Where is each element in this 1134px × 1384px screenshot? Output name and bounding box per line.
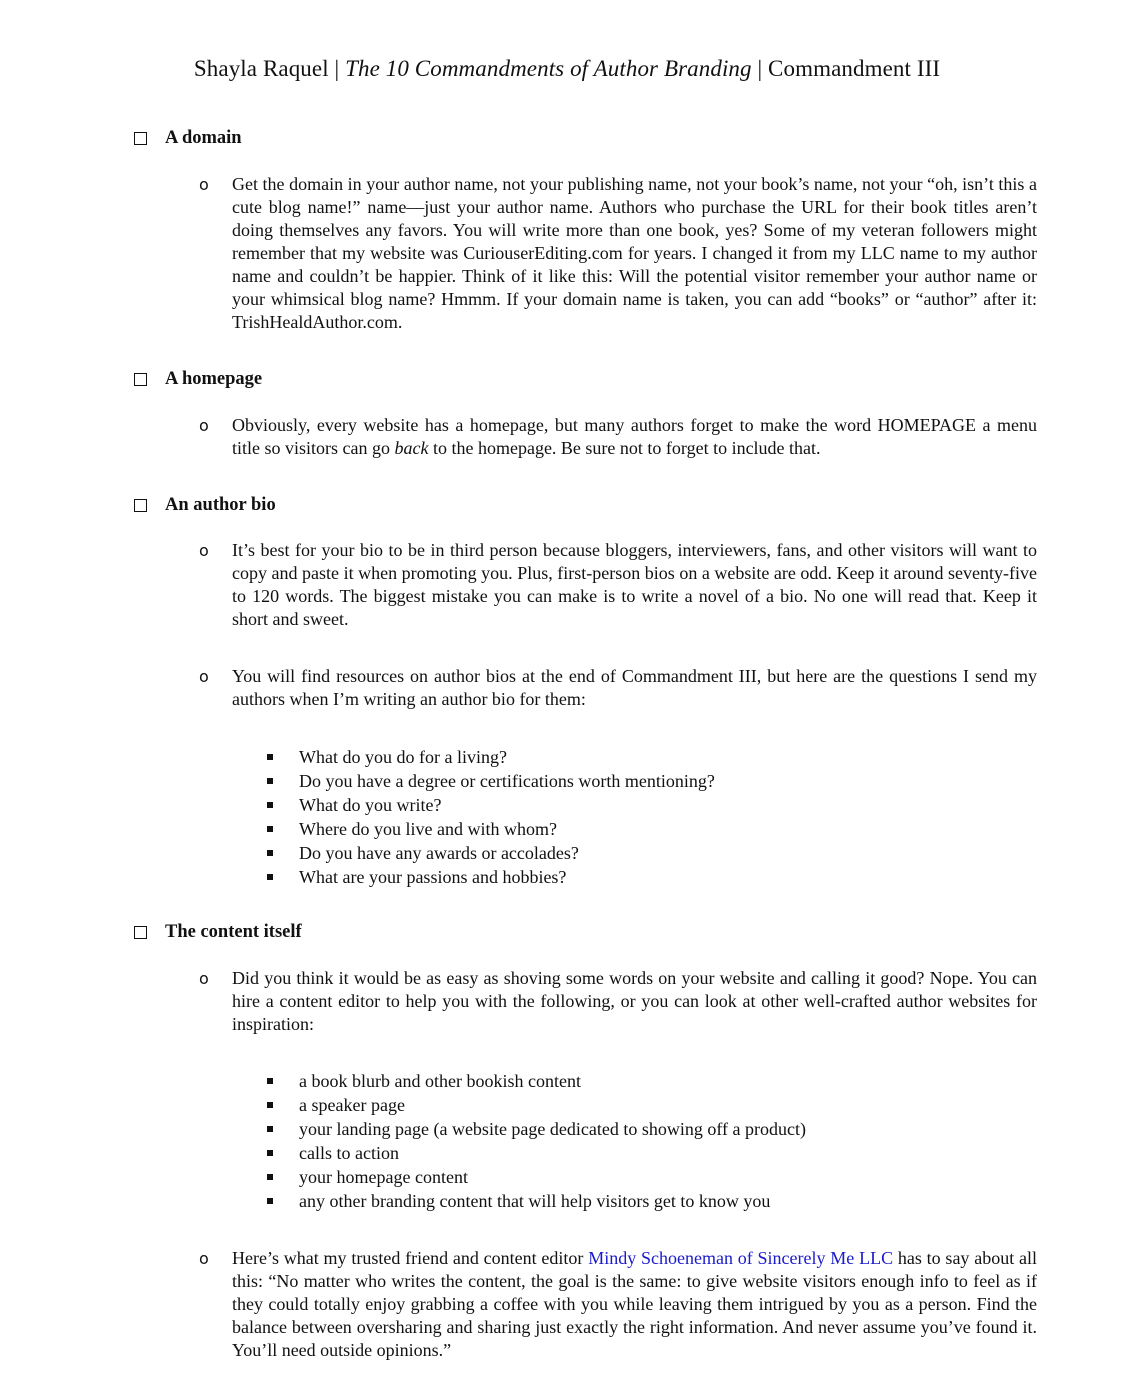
circle-bullet-icon: o [199,1249,209,1268]
circle-bullet-icon: o [199,969,209,988]
square-bullet-icon [267,1150,273,1156]
list-item: What are your passions and hobbies? [299,865,715,889]
list-item [199,967,1037,1036]
section-title: An author bio [165,495,276,515]
circle-bullet-icon: o [199,416,209,435]
header-chapter: | Commandment III [757,56,941,81]
page-header [0,56,1134,82]
circle-bullet-icon: o [199,667,209,686]
square-bullet-icon [267,1126,273,1132]
paragraph-text: Get the domain in your author name, not your publishing name, not your book’s name, not your “oh, isn’t this a cute blog name!” name—just your author name. Authors who purchase the URL for their book titles aren’t doing themselves any favors. You will write more than one book, yes? Some of my veteran followers might remember that my website was CuriouserEditing.com for years. I changed it from my LLC name to my author name and couldn’t be happier. Think of it like this: Will the potential visitor remember your author name or your whimsical blog name? Hmmm. If your domain name is taken, you can add “books” or “author” after it: TrishHealdAuthor.com. [232,174,1037,332]
section-title: A homepage [165,369,263,389]
square-bullet-icon [267,850,273,856]
circle-bullet-icon: o [199,175,209,194]
square-bullet-icon [267,1078,273,1084]
paragraph-text: You will find resources on author bios at the end of Commandment III, but here are the questions I send my authors when I’m writing an author bio for them: [232,666,1037,709]
list-item: Do you have any awards or accolades? [299,841,715,865]
paragraph-text: Did you think it would be as easy as shoving some words on your website and calling it good? Nope. You can hire a content editor to help you with the following, or you can look at other well-crafted author websites for inspiration: [232,968,1037,1034]
section-title: The content itself [165,922,302,942]
section-heading-content [134,922,302,943]
square-bullet-icon [267,1102,273,1108]
list-item: a speaker page [299,1093,806,1117]
list-item: What do you write? [299,793,715,817]
list-item: your homepage content [299,1165,806,1189]
circle-bullet-icon: o [199,541,209,560]
header-book-title: The 10 Commandments of Author Branding [345,56,752,81]
paragraph-text: It’s best for your bio to be in third person because bloggers, interviewers, fans, and other visitors will want to copy and paste it when promoting you. Plus, first-person bios on a website are odd. Keep it around seventy-five to 120 words. The biggest mistake you can make is to write a novel of a bio. No one will read that. Keep it short and sweet. [232,540,1037,629]
list-item [199,665,1037,711]
list-item [199,539,1037,631]
questions-list [299,745,715,889]
section-heading-homepage [134,369,262,390]
square-bullet-icon [267,1174,273,1180]
list-item: Where do you live and with whom? [299,817,715,841]
square-bullet-icon [267,826,273,832]
emphasis-text: back [394,438,429,458]
checkbox-icon [134,499,147,512]
paragraph-text: has to say about all this: “No matter who writes the content, the goal is the same: to give website visitors enough info to feel as if they could totally enjoy grabbing a coffee with you while leaving them intrigued by you as a person. Find the balance between oversharing and sharing just exactly the right information. And never assume you’ve found it. You’ll need outside opinions.” [232,1248,1037,1360]
list-item: your landing page (a website page dedicated to showing off a product) [299,1117,806,1141]
list-item [199,173,1037,334]
checkbox-icon [134,132,147,145]
checkbox-icon [134,373,147,386]
square-bullet-icon [267,754,273,760]
paragraph-text: Obviously, every website has a homepage, but many authors forget to make the word HOMEPAGE a menu title so visitors can go [232,415,1037,458]
paragraph-text: to the homepage. Be sure not to forget to include that. [428,438,821,458]
square-bullet-icon [267,778,273,784]
square-bullet-icon [267,874,273,880]
list-item: any other branding content that will help visitors get to know you [299,1189,806,1213]
header-author: Shayla Raquel | [193,56,340,81]
list-item: Do you have a degree or certifications worth mentioning? [299,769,715,793]
paragraph-text: Here’s what my trusted friend and content editor [232,1248,589,1268]
section-heading-author-bio [134,495,276,516]
checkbox-icon [134,926,147,939]
list-item [199,1247,1037,1362]
section-title: A domain [165,128,242,148]
list-item: calls to action [299,1141,806,1165]
list-item: a book blurb and other bookish content [299,1069,806,1093]
square-bullet-icon [267,1198,273,1204]
sincerely-me-link[interactable]: Mindy Schoeneman of Sincerely Me LLC [588,1248,894,1268]
list-item [199,414,1037,460]
section-heading-domain [134,128,242,149]
square-bullet-icon [267,802,273,808]
content-items-list [299,1069,806,1213]
list-item: What do you do for a living? [299,745,715,769]
